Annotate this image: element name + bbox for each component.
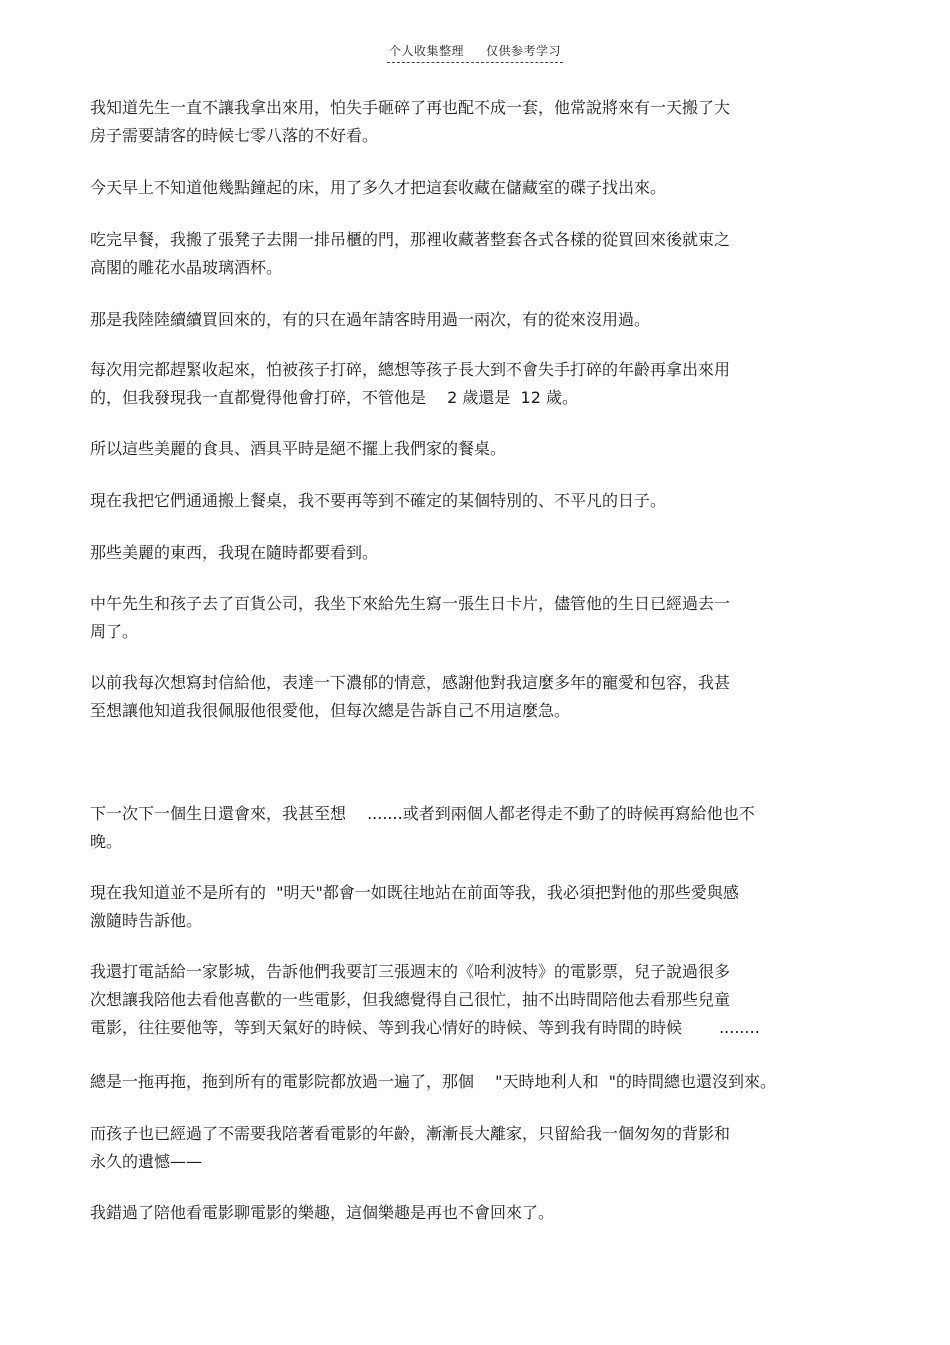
- paragraph-14: 總是一拖再拖，拖到所有的電影院都放過一遍了，那個 "天時地利人和 "的時間總也還沒到來。: [90, 1072, 776, 1091]
- paragraph-5: 每次用完都趕緊收起來，怕被孩子打碎，總想等孩子長大到不會失手打碎的年齡再拿出來用 的，但我發現我一直都覺得他會打碎，不管他是 2 歲還是 12 歲。: [90, 360, 731, 407]
- header-right-text: 仅供参考学习: [486, 44, 562, 58]
- paragraph-16: 我錯過了陪他看電影聊電影的樂趣，這個樂趣是再也不會回來了。: [90, 1203, 555, 1222]
- paragraph-1: 我知道先生一直不讓我拿出來用，怕失手砸碎了再也配不成一套，他常說將來有一天搬了大 房子需要請客的時候七零八落的不好看。: [90, 98, 731, 145]
- paragraph-11: 下一次下一個生日還會來，我甚至想 .......或者到兩個人都老得走不動了的時候再寫給他也不 晚。: [90, 804, 755, 851]
- paragraph-15: 而孩子也已經過了不需要我陪著看電影的年齡，漸漸長大離家，只留給我一個匆匆的背影和 永久的遺憾——: [90, 1124, 731, 1171]
- paragraph-10: 以前我每次想寫封信給他，表達一下濃郁的情意，感謝他對我這麼多年的寵愛和包容，我甚 至想讓他知道我很佩服他很愛他，但每次總是告訴自己不用這麼急。: [90, 673, 731, 720]
- paragraph-6: 所以這些美麗的食具、酒具平時是絕不擺上我們家的餐桌。: [90, 439, 507, 458]
- page-header: [0, 40, 950, 63]
- header-underline: [387, 42, 563, 63]
- header-left-text: 个人收集整理: [388, 44, 464, 58]
- paragraph-12: 現在我知道並不是所有的 "明天"都會一如既往地站在前面等我，我必須把對他的那些愛與感 激隨時告訴他。: [90, 883, 739, 930]
- paragraph-9: 中午先生和孩子去了百貨公司，我坐下來給先生寫一張生日卡片，儘管他的生日已經過去一 周了。: [90, 594, 731, 641]
- paragraph-13: 我還打電話給一家影城，告訴他們我要訂三張週末的《哈利波特》的電影票，兒子說過很多 次想讓我陪他去看他喜歡的一些電影，但我總覺得自己很忙，抽不出時間陪他去看那些兒童 電影，往往要他等，等到天氣好的時候、等到我心情好的時候、等到我有時間的時候 ........: [90, 962, 760, 1037]
- paragraph-2: 今天早上不知道他幾點鐘起的床，用了多久才把這套收藏在儲藏室的碟子找出來。: [90, 178, 667, 197]
- paragraph-4: 那是我陸陸續續買回來的，有的只在過年請客時用過一兩次，有的從來沒用過。: [90, 310, 651, 329]
- paragraph-7: 現在我把它們通通搬上餐桌，我不要再等到不確定的某個特別的、不平凡的日子。: [90, 491, 667, 510]
- paragraph-8: 那些美麗的東西，我現在隨時都要看到。: [90, 543, 379, 562]
- paragraph-3: 吃完早餐，我搬了張凳子去開一排吊櫃的門，那裡收藏著整套各式各樣的從買回來後就束之 高閣的雕花水晶玻璃酒杯。: [90, 230, 731, 277]
